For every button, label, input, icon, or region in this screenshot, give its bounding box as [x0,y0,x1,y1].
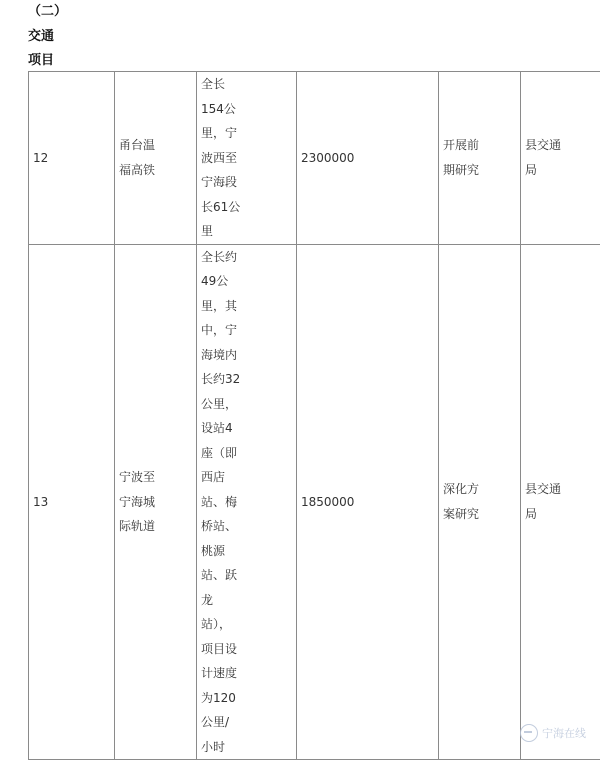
department-line: 县交通 [525,477,598,502]
project-stage [439,72,521,245]
description-line: 全长约 [201,245,292,270]
description-line: 里，其 [201,294,292,319]
stage-line: 案研究 [443,502,516,527]
description-line: 里 [201,219,292,244]
description-line: 波西至 [201,146,292,171]
description-line: 154公 [201,97,292,122]
description-line: 公里/ [201,710,292,735]
project-department [521,72,600,245]
project-name-line: 宁海城 [119,490,192,515]
project-name-line: 际轨道 [119,514,192,539]
description-line: 站）， [201,612,292,637]
description-line: 为120 [201,686,292,711]
department-line: 局 [525,502,598,527]
description-line: 49公 [201,269,292,294]
description-line: 项目设 [201,637,292,662]
description-line: 计速度 [201,661,292,686]
description-line: 中，宁 [201,318,292,343]
description-line: 全长 [201,72,292,97]
project-name-line: 甬台温 [119,133,192,158]
project-table [28,71,600,760]
description-line: 海境内 [201,343,292,368]
description-line: 小时 [201,735,292,760]
project-stage [439,244,521,760]
project-department [521,244,600,760]
department-line: 县交通 [525,133,598,158]
stage-line: 期研究 [443,158,516,183]
description-line: 西店 [201,465,292,490]
description-line: 设站4 [201,416,292,441]
description-line: 公里， [201,392,292,417]
section-header [28,0,328,74]
description-line: 站、跃 [201,563,292,588]
project-description [197,244,297,760]
description-line: 桥站、 [201,514,292,539]
department-line: 局 [525,158,598,183]
description-line: 里，宁 [201,121,292,146]
watermark-text: 宁海在线 [542,725,586,741]
description-line: 宁海段 [201,170,292,195]
description-line: 龙 [201,588,292,613]
description-line: 长约32 [201,367,292,392]
description-line: 长61公 [201,195,292,220]
project-index: 12 [29,72,115,245]
table-row [29,72,600,245]
section-number: （二） [28,0,328,25]
description-line: 站、梅 [201,490,292,515]
watermark-logo-icon [520,724,538,742]
project-amount: 1850000 [297,244,439,760]
project-index: 13 [29,244,115,760]
project-name [115,72,197,245]
stage-line: 深化方 [443,477,516,502]
project-name-line: 宁波至 [119,465,192,490]
category-label-line1: 交通 [28,25,328,50]
project-name-line: 福高铁 [119,158,192,183]
project-name [115,244,197,760]
description-line: 座（即 [201,441,292,466]
stage-line: 开展前 [443,133,516,158]
description-line: 桃源 [201,539,292,564]
category-label-line2: 项目 [28,49,328,74]
table-row [29,244,600,760]
project-description [197,72,297,245]
site-watermark [520,724,586,742]
project-amount: 2300000 [297,72,439,245]
